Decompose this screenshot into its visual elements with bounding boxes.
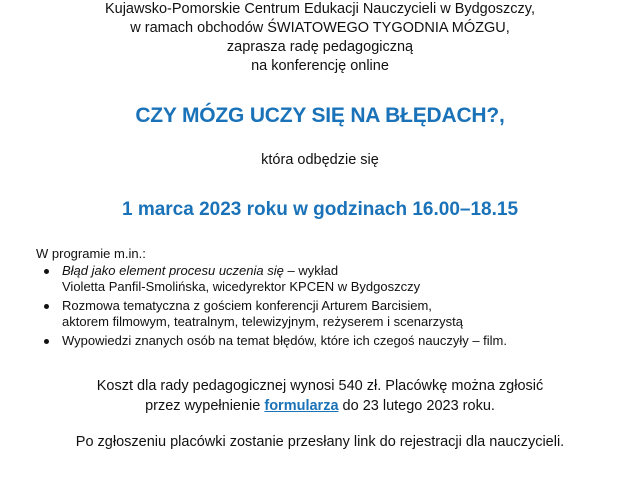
bullet-icon (44, 304, 49, 309)
intro-line: zaprasza radę pedagogiczną (226, 39, 414, 55)
program-item-text: aktorem filmowym, teatralnym, telewizyjnym, reżyserem i scenarzystą (62, 314, 463, 329)
program-item (36, 263, 626, 296)
intro-line: w ramach obchodów ŚWIATOWEGO TYGODNIA MÓZGU, (130, 20, 510, 36)
intro-line: Kujawsko-Pomorskie Centrum Edukacji Nauczycieli w Bydgoszczy, (104, 1, 536, 17)
program-item-text: Violetta Panfil-Smolińska, wicedyrektor KPCEN w Bydgoszczy (62, 279, 421, 294)
cost-line-text: przez wypełnienie (145, 398, 265, 414)
program-item-text: – wykład (283, 262, 339, 278)
cost-line: Koszt dla rady pedagogicznej wynosi 540 zł. Placówkę można zgłosić (96, 378, 544, 394)
intro-block (0, 0, 640, 76)
intro-line: na konferencję online (251, 58, 389, 74)
program-item (36, 298, 626, 331)
event-intro-text: która odbędzie się (261, 152, 379, 168)
program-item-text: Wypowiedzi znanych osób na temat błędów, które ich czegoś nauczyły – film. (62, 332, 507, 348)
program-label: W programie m.in.: (36, 246, 146, 261)
program-item-text: Rozmowa tematyczna z gościem konferencji Arturem Barcisiem, (62, 297, 432, 313)
cost-line-text: do 23 lutego 2023 roku. (338, 398, 495, 414)
bullet-icon (44, 339, 49, 344)
program-item (36, 333, 626, 350)
registration-note: Po zgłoszeniu placówki zostanie przesłany link do rejestracji dla nauczycieli. (75, 434, 565, 450)
event-date: 1 marca 2023 roku w godzinach 16.00–18.15 (121, 199, 519, 220)
cost-info (0, 376, 640, 416)
cost-line (0, 396, 640, 416)
registration-form-link[interactable]: formularza (264, 398, 339, 414)
lecture-title: Błąd jako element procesu uczenia się (62, 262, 284, 278)
program-list (36, 263, 626, 350)
conference-title: CZY MÓZG UCZY SIĘ NA BŁĘDACH?, (135, 104, 505, 127)
program-section (36, 246, 626, 349)
bullet-icon (44, 269, 49, 274)
